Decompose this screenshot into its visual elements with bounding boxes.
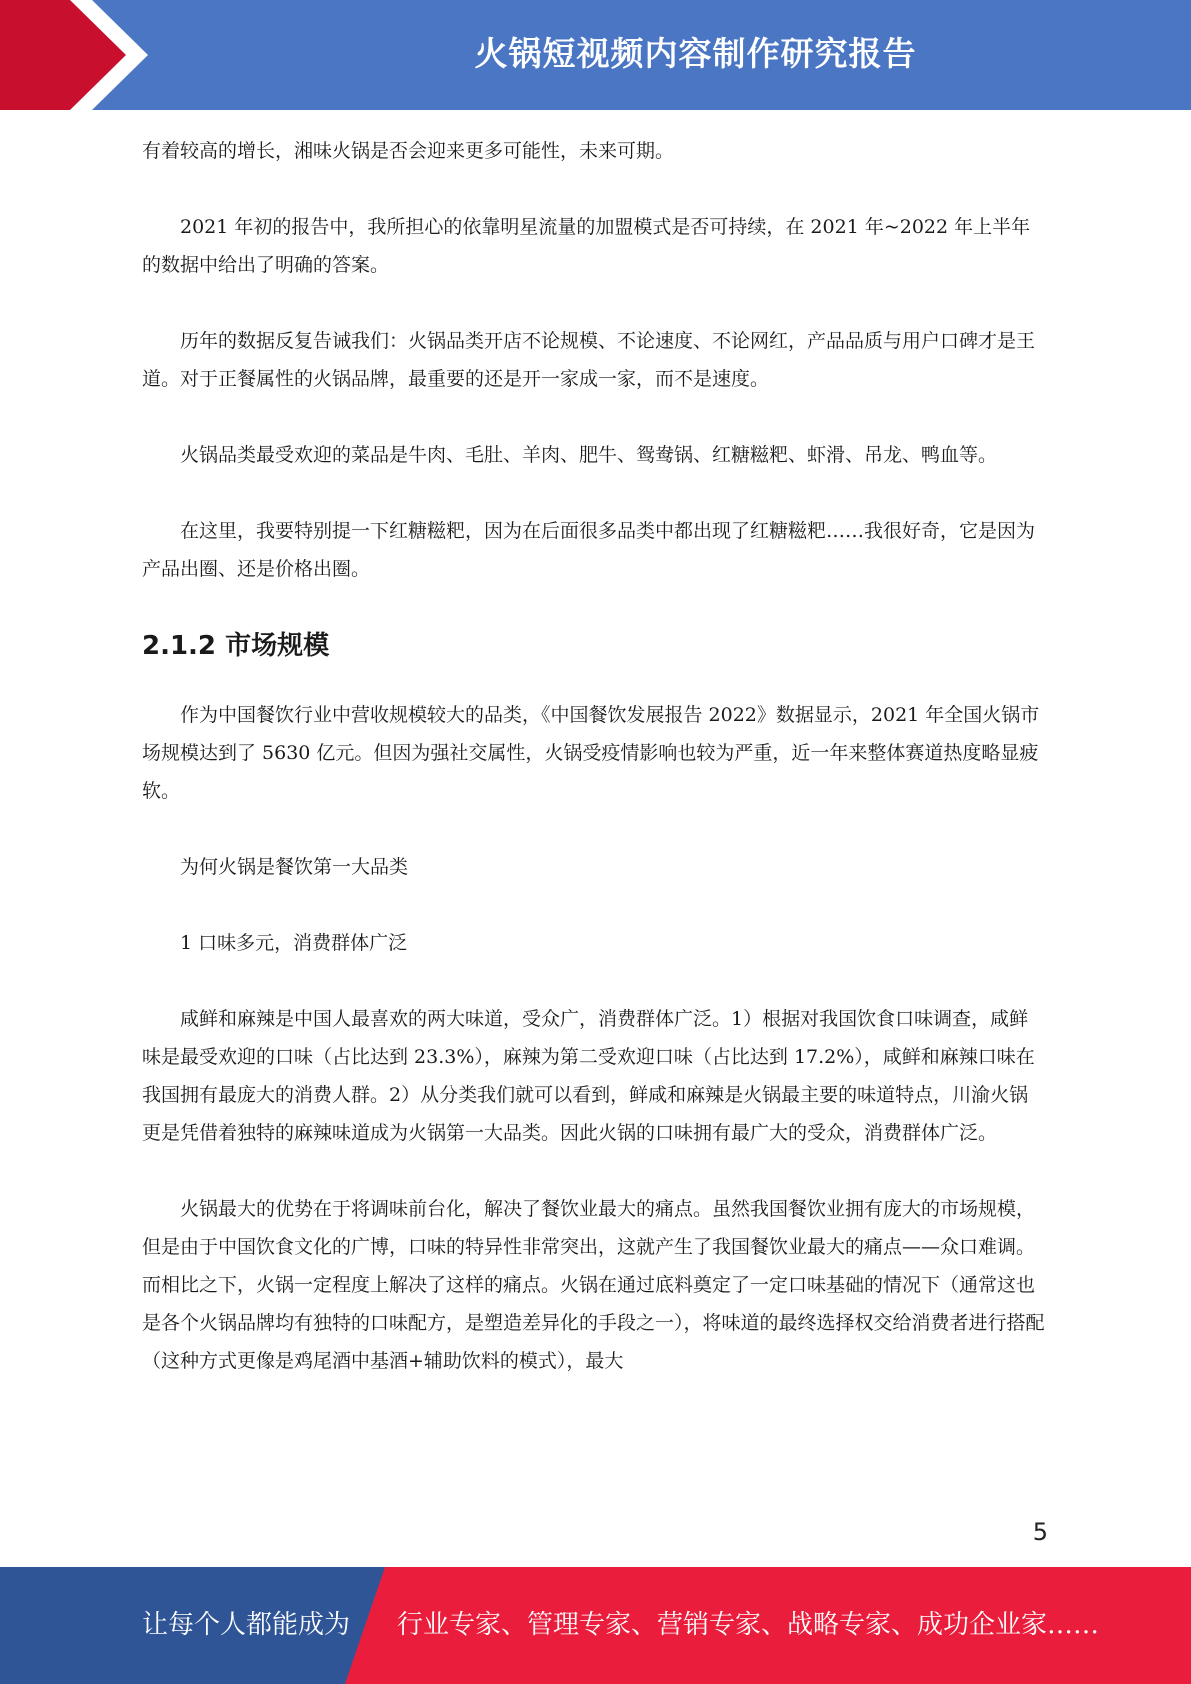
paragraph: 作为中国餐饮行业中营收规模较大的品类，《中国餐饮发展报告 2022》数据显示，2021 年全国火锅市场规模达到了 5630 亿元。但因为强社交属性，火锅受疫情影响也较为严重，近一年来整体赛道热度略显疲软。 — [142, 704, 1040, 802]
header-arrow-decoration — [0, 0, 200, 110]
section-heading: 2.1.2 市场规模 — [142, 631, 330, 661]
paragraph: 为何火锅是餐饮第一大品类 — [180, 856, 409, 878]
page-header — [0, 0, 1191, 110]
page-number: 5 — [1032, 1518, 1048, 1546]
paragraph: 1 口味多元，消费群体广泛 — [180, 932, 408, 954]
page-footer — [0, 1567, 1191, 1684]
paragraph: 2021 年初的报告中，我所担心的依靠明星流量的加盟模式是否可持续，在 2021 年~2022 年上半年的数据中给出了明确的答案。 — [142, 216, 1031, 276]
document-body — [142, 132, 1047, 1418]
paragraph: 有着较高的增长，湘味火锅是否会迎来更多可能性，未来可期。 — [142, 140, 675, 162]
footer-slogan-right: 行业专家、管理专家、营销专家、战略专家、成功企业家…… — [397, 1610, 1100, 1640]
paragraph: 在这里，我要特别提一下红糖糍粑，因为在后面很多品类中都出现了红糖糍粑……我很好奇，它是因为产品出圈、还是价格出圈。 — [142, 520, 1036, 580]
footer-slogan-left: 让每个人都能成为 — [142, 1610, 351, 1640]
report-title: 火锅短视频内容制作研究报告 — [474, 34, 917, 73]
paragraph: 火锅品类最受欢迎的菜品是牛肉、毛肚、羊肉、肥牛、鸳鸯锅、红糖糍粑、虾滑、吊龙、鸭血等。 — [180, 444, 998, 466]
paragraph: 咸鲜和麻辣是中国人最喜欢的两大味道，受众广，消费群体广泛。1）根据对我国饮食口味调查，咸鲜味是最受欢迎的口味（占比达到 23.3%），麻辣为第二受欢迎口味（占比达到 17.2%），咸鲜和麻辣口味在我国拥有最庞大的消费人群。2）从分类我们就可以看到，鲜咸和麻辣是火锅最主要的味道特点，川渝火锅更是凭借着独特的麻辣味道成为火锅第一大品类。因此火锅的口味拥有最广大的受众，消费群体广泛。 — [142, 1008, 1035, 1144]
paragraph: 火锅最大的优势在于将调味前台化，解决了餐饮业最大的痛点。虽然我国餐饮业拥有庞大的市场规模，但是由于中国饮食文化的广博，口味的特异性非常突出，这就产生了我国餐饮业最大的痛点——众口难调。而相比之下，火锅一定程度上解决了这样的痛点。火锅在通过底料奠定了一定口味基础的情况下（通常这也是各个火锅品牌均有独特的口味配方，是塑造差异化的手段之一），将味道的最终选择权交给消费者进行搭配（这种方式更像是鸡尾酒中基酒+辅助饮料的模式），最大 — [142, 1198, 1045, 1372]
paragraph: 历年的数据反复告诫我们：火锅品类开店不论规模、不论速度、不论网红，产品品质与用户口碑才是王道。对于正餐属性的火锅品牌，最重要的还是开一家成一家，而不是速度。 — [142, 330, 1036, 390]
